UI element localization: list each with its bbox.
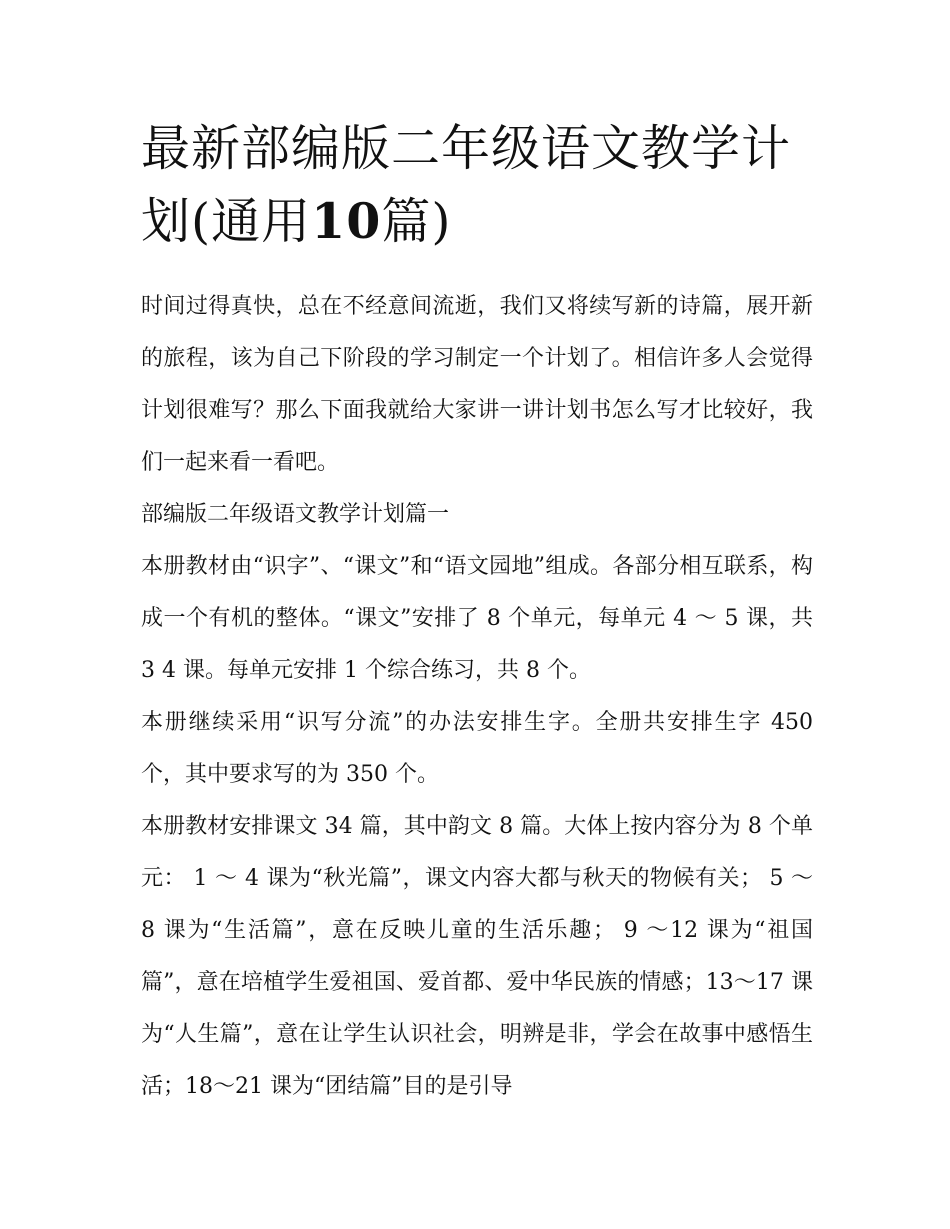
title-suffix: 篇) xyxy=(381,193,452,250)
section-heading: 部编版二年级语文教学计划篇一 xyxy=(141,502,450,527)
document-title xyxy=(141,112,813,258)
title-number: 10 xyxy=(311,192,382,250)
title-text: 最新部编版二年级语文教学计划(通用 xyxy=(141,120,792,250)
document-body xyxy=(141,281,813,1113)
document-page xyxy=(141,112,813,1113)
intro-paragraph: 时间过得真快，总在不经意间流逝，我们又将续写新的诗篇，展开新的旅程，该为自己下阶段的学习制定一个计划了。相信许多人会觉得计划很难写？那么下面我就给大家讲一讲计划书怎么写才比较好，我们一起来看一看吧。 xyxy=(141,294,813,475)
body-paragraph: 本册继续采用“识写分流”的办法安排生字。全册共安排生字 450 个，其中要求写的为 350 个。 xyxy=(141,710,813,787)
body-paragraph: 本册教材安排课文 34 篇，其中韵文 8 篇。大体上按内容分为 8 个单元： 1 ～ 4 课为“秋光篇”，课文内容大都与秋天的物候有关； 5 ～ 8 课为“生活篇”，意在反映儿童的生活乐趣； 9 ～12 课为“祖国篇”，意在培植学生爱祖国、爱首都、爱中华民族的情感；13～17 课为“人生篇”，意在让学生认识社会，明辨是非，学会在故事中感悟生活；18～21 课为“团结篇”目的是引导 xyxy=(141,814,813,1099)
body-paragraph: 本册教材由“识字”、“课文”和“语文园地”组成。各部分相互联系，构成一个有机的整体。“课文”安排了 8 个单元，每单元 4 ～ 5 课，共 3 4 课。每单元安排 1 个综合练习，共 8 个。 xyxy=(141,554,813,683)
